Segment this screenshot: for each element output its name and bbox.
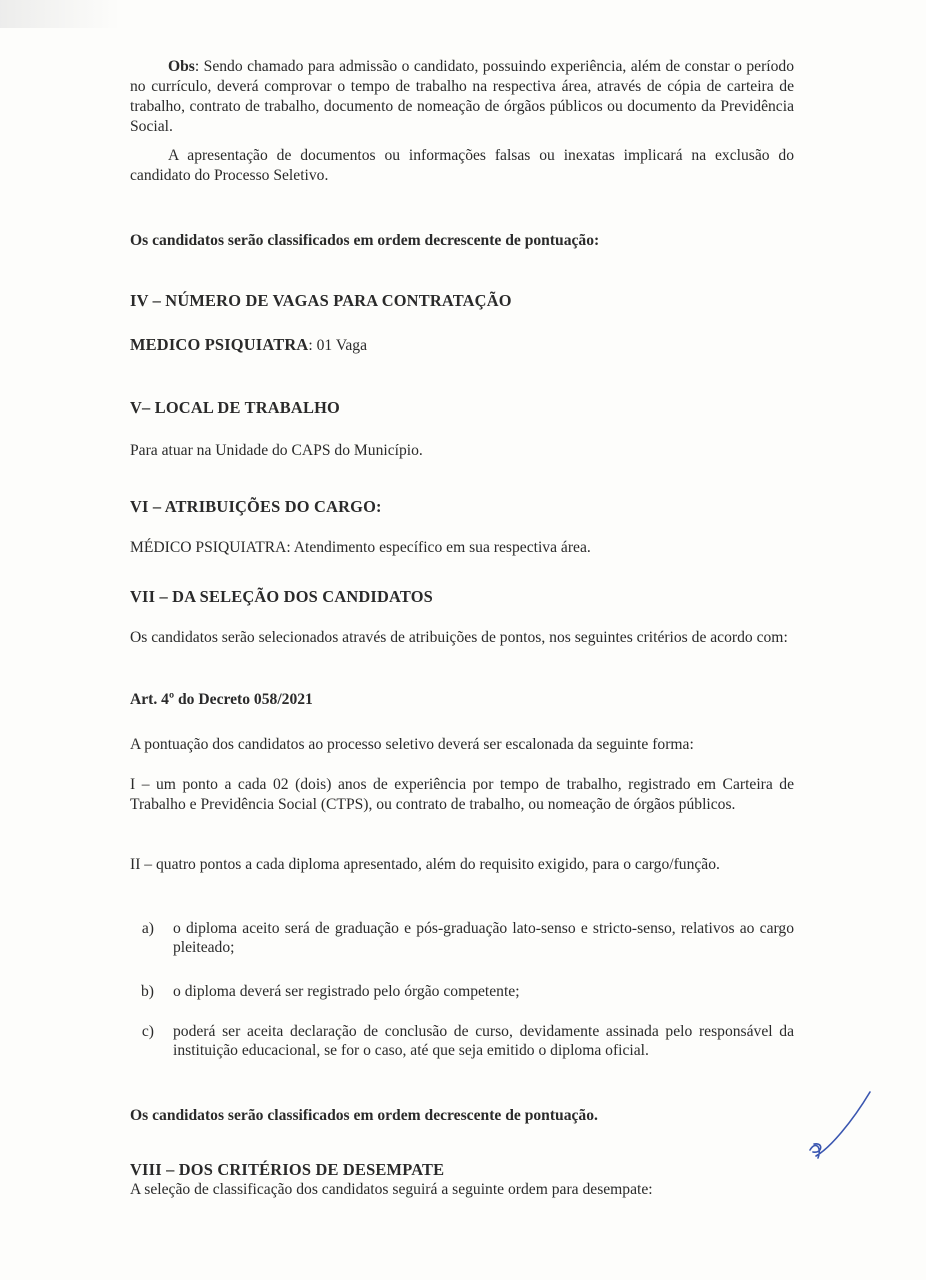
list-item bbox=[141, 1022, 794, 1060]
list-item bbox=[141, 919, 794, 957]
list-item-text: o diploma deverá ser registrado pelo órgão competente; bbox=[173, 983, 520, 1000]
criterion-1: I – um ponto a cada 02 (dois) anos de experiência por tempo de trabalho, registrado em Carteira de Trabalho e Previdência Social (CTPS), ou contrato de trabalho, ou nomeação de órgãos públicos. bbox=[130, 776, 794, 813]
vacancy-count: : 01 Vaga bbox=[308, 337, 368, 354]
tiebreak-text: A seleção de classificação dos candidatos seguirá a seguinte ordem para desempate: bbox=[130, 1181, 653, 1198]
section-vii-title: VII – DA SELEÇÃO DOS CANDIDATOS bbox=[130, 587, 433, 606]
section-iv-title: IV – NÚMERO DE VAGAS PARA CONTRATAÇÃO bbox=[130, 291, 512, 310]
list-item bbox=[141, 982, 794, 1001]
ranking-note-2: Os candidatos serão classificados em ordem decrescente de pontuação. bbox=[130, 1107, 598, 1124]
article-reference: Art. 4º do Decreto 058/2021 bbox=[130, 691, 313, 708]
scoring-intro: A pontuação dos candidatos ao processo seletivo deverá ser escalonada da seguinte forma: bbox=[130, 736, 694, 753]
obs-text: : Sendo chamado para admissão o candidato, possuindo experiência, além de constar o período no currículo, deverá comprovar o tempo de trabalho na respectiva área, através de cópia de carteira de trabalho, contrato de trabalho, documento de nomeação de órgãos públicos ou documento da Previdência Social. bbox=[130, 58, 794, 135]
signature-initials bbox=[800, 1088, 880, 1168]
vacancy-line bbox=[130, 335, 794, 356]
scan-smudge bbox=[0, 0, 120, 28]
duties-text: MÉDICO PSIQUIATRA: Atendimento específico em sua respectiva área. bbox=[130, 539, 591, 556]
ranking-note-1: Os candidatos serão classificados em ordem decrescente de pontuação: bbox=[130, 232, 600, 249]
list-item-text: poderá ser aceita declaração de conclusão de curso, devidamente assinada pelo responsável da instituição educacional, se for o caso, até que seja emitido o diploma oficial. bbox=[173, 1023, 794, 1059]
list-item-marker: a) bbox=[141, 920, 154, 937]
workplace-text: Para atuar na Unidade do CAPS do Município. bbox=[130, 442, 423, 459]
list-item-marker: c) bbox=[141, 1023, 154, 1040]
section-viii-title: VIII – DOS CRITÉRIOS DE DESEMPATE bbox=[130, 1160, 445, 1179]
obs-label: Obs bbox=[168, 58, 195, 75]
section-v-title: V– LOCAL DE TRABALHO bbox=[130, 398, 340, 417]
criterion-2: II – quatro pontos a cada diploma apresentado, além do requisito exigido, para o cargo/função. bbox=[130, 856, 720, 873]
section-vi-title: VI – ATRIBUIÇÕES DO CARGO: bbox=[130, 497, 382, 516]
vacancy-role: MEDICO PSIQUIATRA bbox=[130, 335, 309, 354]
list-item-text: o diploma aceito será de graduação e pós-graduação lato-senso e stricto-senso, relativos ao cargo pleiteado; bbox=[173, 920, 794, 956]
list-item-marker: b) bbox=[141, 983, 154, 1000]
selection-intro: Os candidatos serão selecionados através de atribuições de pontos, nos seguintes critérios de acordo com: bbox=[130, 629, 788, 646]
false-documents-paragraph: A apresentação de documentos ou informações falsas ou inexatas implicará na exclusão do candidato do Processo Seletivo. bbox=[130, 147, 794, 184]
obs-paragraph bbox=[130, 57, 794, 137]
